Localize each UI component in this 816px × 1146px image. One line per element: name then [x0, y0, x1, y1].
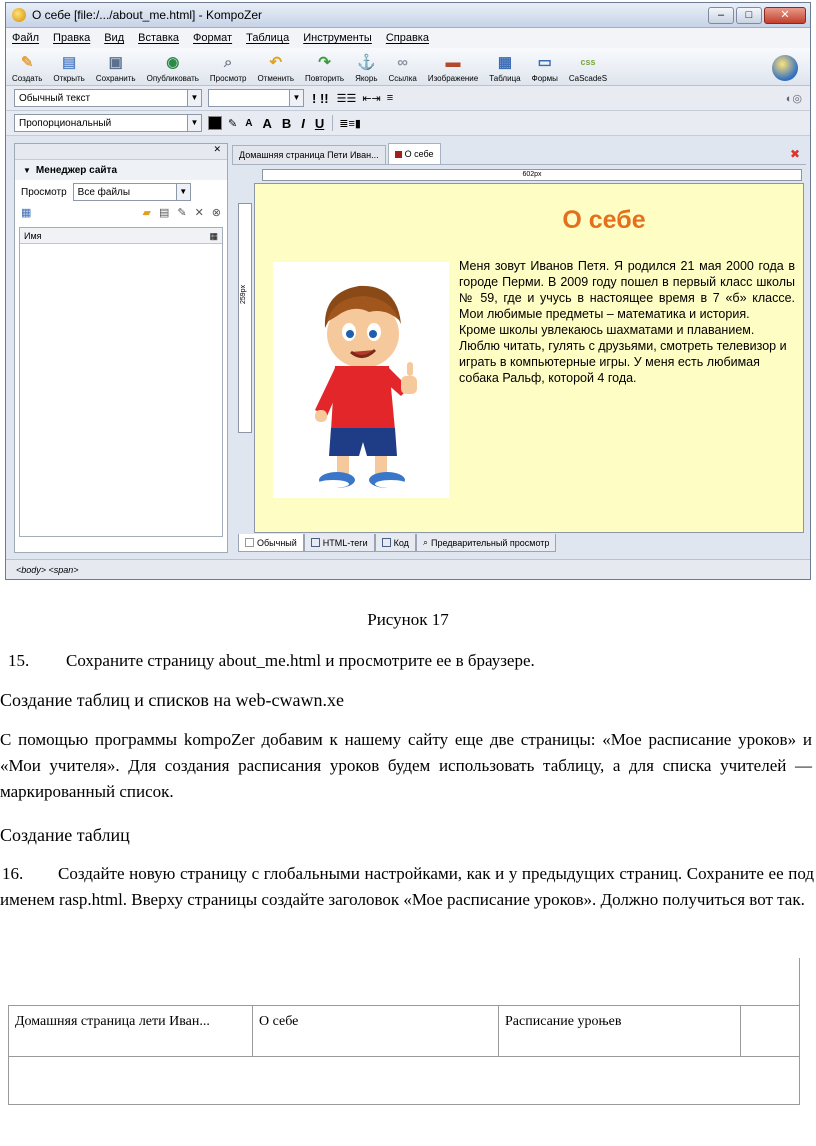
- status-bar[interactable]: <body> <span>: [6, 559, 810, 579]
- new-folder-icon[interactable]: ▤: [158, 207, 170, 219]
- undo-icon: ↶: [269, 54, 283, 71]
- normal-mode-icon: [245, 538, 254, 547]
- underline-button[interactable]: U: [314, 115, 325, 131]
- page-heading: О себе: [562, 206, 646, 234]
- toolbar-button[interactable]: [210, 52, 247, 83]
- source-mode-icon: [382, 538, 391, 547]
- tab-home-page[interactable]: [232, 145, 386, 164]
- editor-area: [232, 143, 806, 553]
- cascades-icon: css: [580, 57, 596, 67]
- menu-table[interactable]: Таблица: [246, 32, 290, 44]
- toolbar-button-label: Отменить: [257, 74, 295, 83]
- width-ruler: 602px: [262, 169, 802, 181]
- close-button[interactable]: ✕: [764, 7, 806, 24]
- toolbar-button-label: Формы: [531, 74, 558, 83]
- edit-icon[interactable]: ✎: [177, 207, 187, 219]
- forms-icon: ▭: [537, 54, 552, 71]
- table-icon: ▦: [497, 54, 513, 71]
- tab-preview-mode[interactable]: [416, 534, 556, 552]
- page-canvas[interactable]: [254, 183, 804, 533]
- toolbar-button[interactable]: [53, 52, 84, 83]
- subsection-heading: Создание таблиц: [0, 825, 130, 845]
- tab-home-label: Домашняя страница Пети Иван...: [239, 150, 379, 160]
- toolbar-button-label: CaScadeS: [568, 74, 608, 83]
- anchor-icon: ⚓: [356, 54, 376, 71]
- mode-label: Предварительный просмотр: [430, 537, 550, 548]
- step-16: [0, 861, 814, 913]
- tab-html-tags-mode[interactable]: [304, 534, 375, 552]
- step-15: [8, 648, 816, 674]
- font-family-value: Пропорциональный: [19, 117, 112, 129]
- site-file-list[interactable]: [19, 227, 223, 537]
- tab-about-me[interactable]: [388, 143, 441, 164]
- toolbar-button-label: Открыть: [53, 74, 85, 83]
- toolbar-button[interactable]: [569, 52, 607, 83]
- height-ruler: [238, 203, 252, 433]
- site-manager-panel: [14, 143, 228, 553]
- bold-button[interactable]: B: [281, 115, 292, 131]
- chevron-down-icon: ▼: [187, 115, 201, 131]
- view-label: Просмотр: [21, 186, 67, 198]
- kompozer-window: [5, 2, 811, 580]
- magnifier-icon: ⌕: [422, 537, 428, 547]
- toolbar-button[interactable]: [389, 52, 417, 83]
- toolbar-button[interactable]: [489, 52, 520, 83]
- table-cell[interactable]: [9, 1057, 800, 1105]
- boy-illustration[interactable]: [273, 262, 449, 498]
- kompozer-app-icon: [12, 8, 26, 22]
- toolbar-button-label: Таблица: [489, 74, 521, 83]
- folder-icon[interactable]: ▰: [142, 207, 151, 219]
- paragraph-format-value: Обычный текст: [19, 92, 91, 104]
- toolbar-divider: [332, 115, 333, 131]
- section-heading: Создание таблиц и списков на web-cwawn.xe: [0, 690, 345, 710]
- italic-button[interactable]: I: [301, 115, 305, 131]
- site-manager-title-text: Менеджер сайта: [35, 164, 118, 176]
- step-text: Создайте новую страницу с глобальными настройками, как и у предыдущих страниц. Сохраните ее под именем rasp.html. Вверху страницы создайте заголовок «Мое расписание уроков». Должно получиться вот так.: [0, 864, 814, 909]
- toolbar-button-label: Создать: [12, 74, 43, 83]
- indent-icon[interactable]: ⇤⇥: [362, 92, 381, 105]
- menu-file[interactable]: Файл: [12, 32, 40, 44]
- site-manager-title[interactable]: [15, 160, 227, 180]
- menu-help[interactable]: Справка: [385, 32, 429, 44]
- panel-close-icon[interactable]: ✕: [213, 144, 221, 154]
- minimize-button[interactable]: –: [708, 7, 734, 24]
- menu-view[interactable]: Вид: [104, 32, 125, 44]
- toolbar-button-label: Ссылка: [388, 74, 417, 83]
- height-ruler-label: 259px: [240, 284, 247, 304]
- menu-format[interactable]: Формат: [193, 32, 233, 44]
- tab-normal-mode[interactable]: [238, 534, 304, 552]
- open-icon: ▤: [62, 54, 77, 71]
- delete-icon[interactable]: ✕: [194, 207, 204, 219]
- kompozer-logo-icon[interactable]: [772, 55, 798, 83]
- save-icon: ▣: [108, 54, 123, 71]
- align-icon[interactable]: ≡: [386, 92, 394, 104]
- toolbar-button-label: Опубликовать: [146, 74, 199, 83]
- text-color-icon[interactable]: [208, 116, 222, 130]
- bio-paragraph: Меня зовут Иванов Петя. Я родился 21 мая 2000 года в городе Перми. В 2009 году пошел в первый класс школы № 59, где и учусь в настоящее время в 7 «б» классе. Мои любимые предметы – математика и история.: [459, 259, 795, 321]
- format-toolbar-2: [6, 111, 810, 136]
- collapse-icon: ▼: [23, 165, 31, 175]
- tab-about-label: О себе: [404, 149, 434, 159]
- page-icon: [395, 151, 402, 158]
- navigation-table: [8, 1005, 800, 1105]
- font-family-select[interactable]: [14, 114, 202, 132]
- menu-tools[interactable]: Инструменты: [303, 32, 372, 44]
- menu-insert[interactable]: Вставка: [138, 32, 180, 44]
- maximize-button[interactable]: □: [736, 7, 762, 24]
- link-icon: ∞: [397, 53, 408, 71]
- view-filter-value: Все файлы: [77, 186, 131, 198]
- toolbar-button[interactable]: [12, 52, 42, 83]
- grow-text-button[interactable]: A: [262, 115, 272, 131]
- toolbar-button[interactable]: [532, 52, 558, 83]
- column-name[interactable]: Имя: [24, 231, 42, 241]
- menu-edit[interactable]: Правка: [53, 32, 91, 44]
- edit-mode-tabs: [238, 534, 556, 552]
- table-cell[interactable]: Домашняя страница лети Иван...: [9, 1006, 253, 1057]
- bio-paragraph: Кроме школы увлекаюсь шахматами и плаванием. Люблю читать, гулять с друзьями, смотреть телевизор и играть в компьютерные игры. У меня есть любимая собака Ральф, которой 4 года.: [459, 323, 787, 385]
- step-number: 16.: [2, 864, 24, 883]
- mode-label: Обычный: [257, 537, 297, 548]
- title-bar: [6, 3, 810, 28]
- toolbar-button-label: Якорь: [355, 74, 378, 83]
- chevron-down-icon: ▼: [187, 90, 201, 106]
- view-filter-select[interactable]: [73, 183, 191, 201]
- chevron-down-icon: ▼: [289, 90, 303, 106]
- mode-label: Код: [393, 537, 409, 548]
- shrink-text-button[interactable]: A: [245, 117, 253, 129]
- step-number: 15.: [8, 651, 30, 670]
- tab-source-mode[interactable]: [375, 534, 416, 552]
- font-size-select[interactable]: [208, 89, 304, 107]
- paragraph-format-select[interactable]: [14, 89, 202, 107]
- toolbar-button[interactable]: [355, 52, 377, 83]
- emphasis-icon[interactable]: ! !!: [312, 90, 329, 106]
- toolbar-button-label: Изображение: [427, 74, 479, 83]
- redo-icon: ↷: [318, 54, 331, 71]
- bullet-list-icon[interactable]: ☰☰: [336, 92, 357, 105]
- menu-bar: [6, 28, 810, 48]
- main-toolbar: [6, 48, 810, 86]
- table-cell[interactable]: О себе: [253, 1006, 499, 1057]
- toolbar-button-label: Сохранить: [95, 74, 136, 83]
- highlight-icon[interactable]: ✎: [228, 117, 238, 130]
- tags-mode-icon: [311, 538, 320, 547]
- toolbar-button[interactable]: [96, 52, 136, 83]
- chevron-down-icon: ▼: [176, 184, 190, 200]
- stop-icon[interactable]: ⊗: [211, 207, 221, 219]
- table-cell[interactable]: [741, 1006, 800, 1057]
- color-picker-icon[interactable]: ◐◎: [785, 92, 802, 105]
- site-icon[interactable]: ▦: [21, 207, 32, 219]
- intro-paragraph: С помощью программы kompoZer добавим к нашему сайту еще две страницы: «Мое расписание уроков» и «Мои учителя». Для создания расписания уроков будем использовать таблицу, а для списка учителей — маркированный список.: [0, 730, 812, 801]
- bio-text[interactable]: [459, 258, 795, 386]
- close-tab-icon[interactable]: ✖: [789, 147, 800, 161]
- preview-icon: ⌕: [223, 53, 233, 71]
- publish-icon: ◉: [166, 54, 180, 71]
- table-frame-edge: [799, 958, 800, 1006]
- format-toolbar-1: [6, 86, 810, 111]
- mode-label: HTML-теги: [322, 537, 368, 548]
- toolbar-button[interactable]: [428, 52, 478, 83]
- column-picker-icon[interactable]: ▦: [209, 231, 218, 241]
- table-cell[interactable]: Расписание уроњев: [499, 1006, 741, 1057]
- toolbar-button-label: Повторить: [305, 74, 345, 83]
- toolbar-button[interactable]: [257, 52, 294, 83]
- image-icon: ▬: [445, 53, 461, 71]
- toolbar-button-label: Просмотр: [209, 74, 247, 83]
- window-title: О себе [file:/.../about_me.html] - KompoZer: [32, 8, 263, 22]
- toolbar-button[interactable]: [305, 52, 344, 83]
- step-text: Сохраните страницу about_me.html и просмотрите ее в браузере.: [66, 651, 535, 670]
- figure-caption: Рисунок 17: [367, 610, 449, 629]
- toolbar-button[interactable]: [147, 52, 199, 83]
- new-icon: ✎: [20, 54, 34, 71]
- align-left-icon[interactable]: ≣≡▮: [339, 117, 361, 130]
